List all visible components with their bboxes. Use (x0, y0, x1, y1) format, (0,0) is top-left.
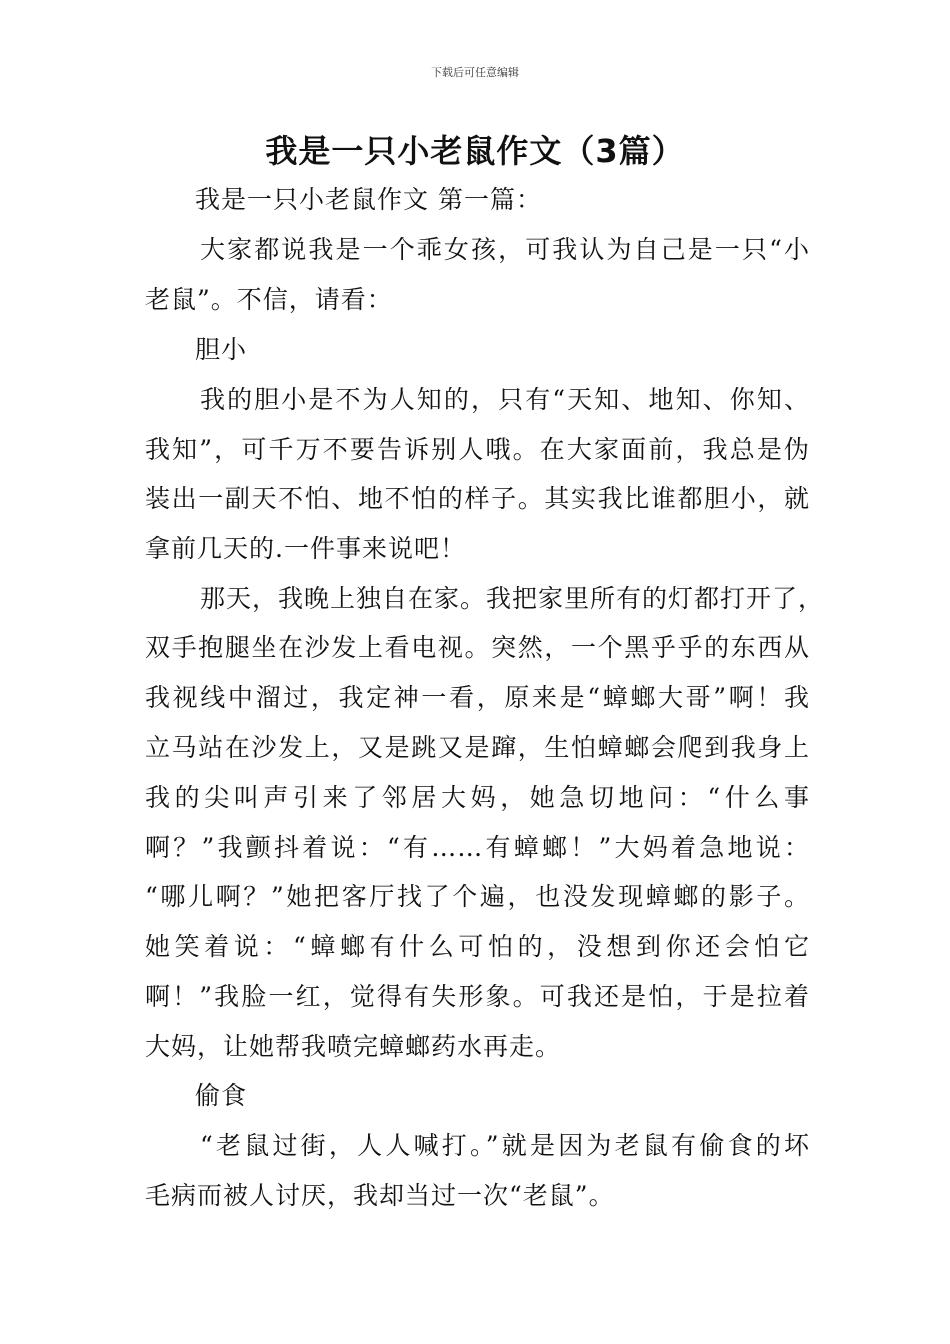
paragraph-line: 我视线中溜过，我定神一看，原来是“蟑螂大哥”啊！我 (145, 683, 810, 712)
paragraph-line: 双手抱腿坐在沙发上看电视。突然，一个黑乎乎的东西从 (145, 633, 810, 662)
section-heading: 我是一只小老鼠作文 第一篇： (195, 185, 542, 214)
paragraph-line: 大家都说我是一个乖女孩，可我认为自己是一只“小 (200, 235, 810, 264)
subheading: 胆小 (195, 335, 248, 364)
paragraph-line: 我的胆小是不为人知的，只有“天知、地知、你知、 (200, 385, 810, 414)
document-title: 我是一只小老鼠作文（3篇） (265, 132, 685, 170)
paragraph-line: 那天，我晚上独自在家。我把家里所有的灯都打开了， (200, 584, 825, 613)
paragraph-line: 装出一副天不怕、地不怕的样子。其实我比谁都胆小，就 (145, 484, 810, 513)
paragraph-line: 大妈，让她帮我喷完蟑螂药水再走。 (145, 1032, 562, 1061)
paragraph-line: 她笑着说：“蟑螂有什么可怕的，没想到你还会怕它 (145, 932, 810, 961)
paragraph-line: 我的尖叫声引来了邻居大妈，她急切地问：“什么事 (145, 783, 810, 812)
paragraph-line: 我知”，可千万不要告诉别人哦。在大家面前，我总是伪 (145, 435, 810, 464)
paragraph-line: 啊！”我脸一红，觉得有失形象。可我还是怕，于是拉着 (145, 982, 810, 1011)
paragraph-line: “哪儿啊？”她把客厅找了个遍，也没发现蟑螂的影子。 (145, 882, 810, 911)
paragraph-line: 啊？”我颤抖着说：“有……有蟑螂！”大妈着急地说： (145, 833, 810, 862)
paragraph-line: “老鼠过街，人人喊打。”就是因为老鼠有偷食的坏 (200, 1131, 810, 1160)
paragraph-line: 拿前几天的.一件事来说吧！ (145, 534, 466, 563)
paragraph-line: 老鼠”。不信，请看： (145, 285, 393, 314)
subheading: 偷食 (195, 1081, 248, 1110)
paragraph-line: 立马站在沙发上，又是跳又是蹿，生怕蟑螂会爬到我身上 (145, 733, 810, 762)
header-note: 下载后可任意编辑 (431, 66, 519, 79)
paragraph-line: 毛病而被人讨厌，我却当过一次“老鼠”。 (145, 1181, 615, 1210)
